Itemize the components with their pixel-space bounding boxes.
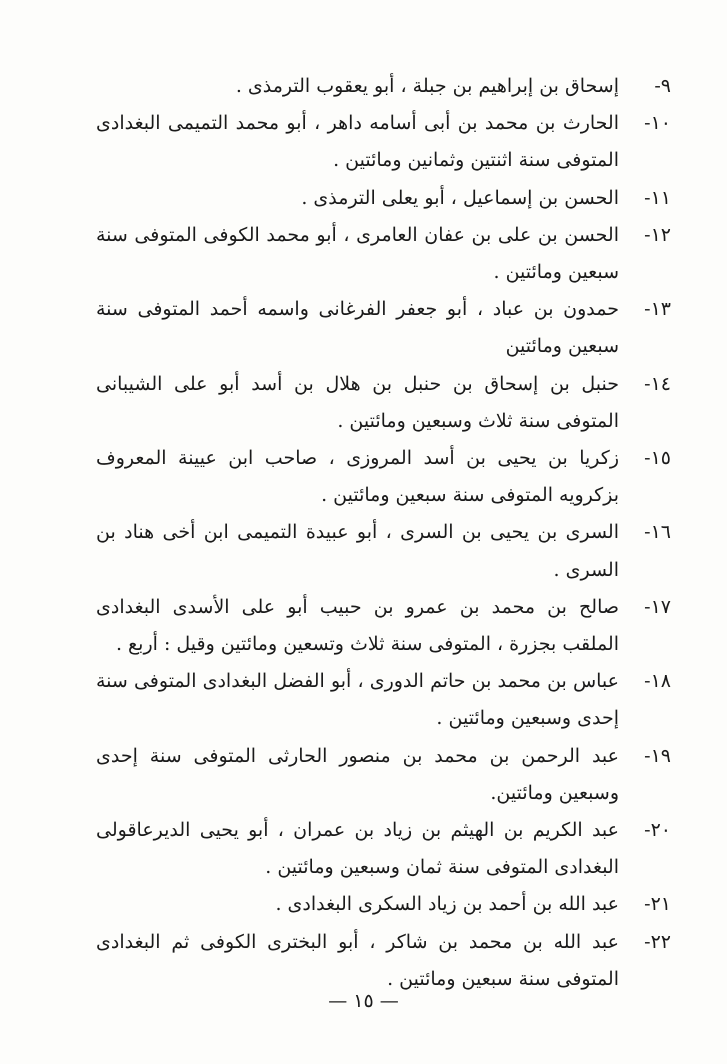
- list-item: [96, 924, 671, 998]
- entry-text: صالح بن محمد بن عمرو بن حبيب أبو على الأسدى البغدادى الملقب بجزرة ، المتوفى سنة ثلاث وتسعين ومائتين وقيل : أربع .: [96, 595, 619, 656]
- entry-number: ١٦-: [644, 521, 671, 544]
- list-item: [96, 105, 671, 179]
- entry-text: عبد الكريم بن الهيثم بن زياد بن عمران ، أبو يحيى الديرعاقولى البغدادى المتوفى سنة ثمان وسبعين ومائتين .: [96, 819, 619, 879]
- entry-number: ١٣-: [644, 298, 671, 321]
- entry-text: إسحاق بن إبراهيم بن جبلة ، أبو يعقوب الترمذى .: [235, 75, 619, 97]
- entry-text: زكريا بن يحيى بن أسد المروزى ، صاحب ابن عيينة المعروف بزكرويه المتوفى سنة سبعين ومائتين .: [96, 447, 619, 507]
- entry-number: ٢٢-: [644, 930, 671, 953]
- entry-text: السرى بن يحيى بن السرى ، أبو عبيدة التميمى ابن أخى هناد بن السرى .: [96, 521, 619, 581]
- list-item: [96, 589, 671, 663]
- list-item: [96, 68, 671, 105]
- entry-text: عبد الرحمن بن محمد بن منصور الحارثى المتوفى سنة إحدى وسبعين ومائتين.: [96, 744, 619, 804]
- entry-number: ١٧-: [644, 595, 671, 618]
- list-item: [96, 812, 671, 886]
- entry-text: حنبل بن إسحاق بن حنبل بن هلال بن أسد أبو على الشيبانى المتوفى سنة ثلاث وسبعين ومائتين .: [96, 372, 619, 432]
- list-item: [96, 180, 671, 217]
- entry-number: ١٠-: [644, 112, 671, 135]
- list-item: [96, 217, 671, 291]
- entry-text: عبد الله بن أحمد بن زياد السكرى البغدادى .: [275, 893, 619, 916]
- entry-number: ١٤-: [644, 372, 671, 395]
- entry-number: ٢٠-: [644, 819, 671, 842]
- entry-list: [96, 68, 671, 998]
- list-item: [96, 440, 671, 514]
- list-item: [96, 366, 671, 440]
- entry-number: ١٩-: [644, 744, 671, 767]
- list-item: [96, 663, 671, 737]
- entry-text: عبد الله بن محمد بن شاكر ، أبو البخترى الكوفى ثم البغدادى المتوفى سنة سبعين ومائتين .: [96, 930, 619, 990]
- list-item: [96, 291, 671, 365]
- list-item: [96, 886, 671, 923]
- list-item: [96, 738, 671, 812]
- page-number: — ١٥ —: [328, 990, 399, 1012]
- entry-text: الحارث بن محمد بن أبى أسامه داهر ، أبو محمد التميمى البغدادى المتوفى سنة اثنتين وثمانين ومائتين .: [96, 112, 619, 172]
- entry-number: ١٥-: [644, 447, 671, 470]
- entry-text: عباس بن محمد بن حاتم الدورى ، أبو الفضل البغدادى المتوفى سنة إحدى وسبعين ومائتين .: [96, 670, 619, 730]
- entry-number: ١٢-: [644, 223, 671, 246]
- entry-number: ٩-: [654, 75, 671, 97]
- entry-text: حمدون بن عباد ، أبو جعفر الفرغانى واسمه أحمد المتوفى سنة سبعين ومائتين: [96, 298, 619, 358]
- entry-text: الحسن بن إسماعيل ، أبو يعلى الترمذى .: [301, 186, 619, 209]
- entry-number: ٢١-: [644, 893, 671, 916]
- entry-number: ١١-: [644, 186, 671, 209]
- entry-text: الحسن بن على بن عفان العامرى ، أبو محمد الكوفى المتوفى سنة سبعين ومائتين .: [96, 223, 619, 284]
- entry-number: ١٨-: [644, 670, 671, 693]
- list-item: [96, 514, 671, 588]
